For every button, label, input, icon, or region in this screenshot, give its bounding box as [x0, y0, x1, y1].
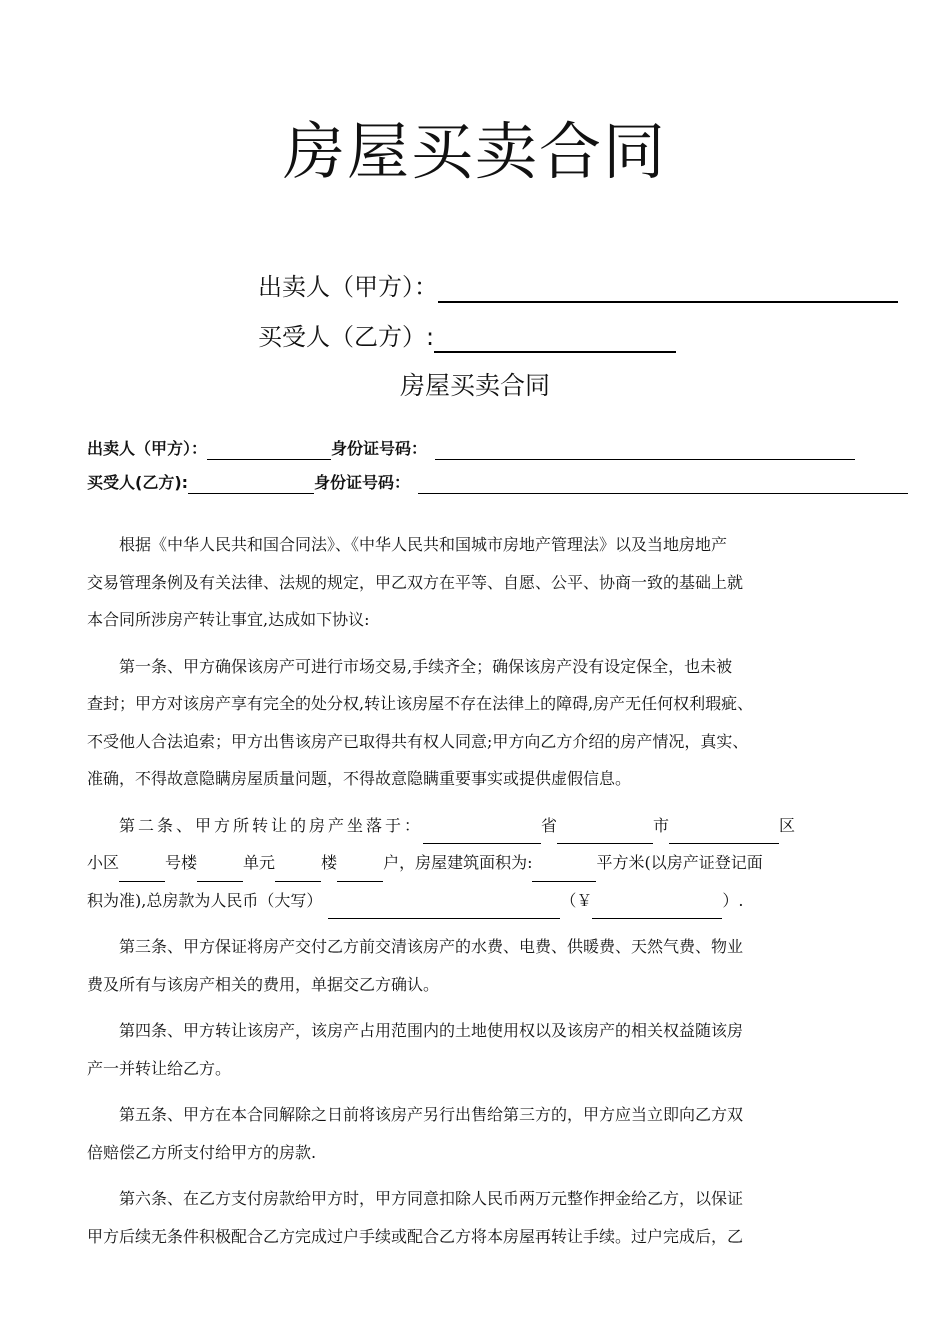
- blank-building[interactable]: [119, 865, 165, 882]
- buyer-id-label: 身份证号码：: [314, 473, 411, 492]
- text-line: 费及所有与该房产相关的费用，单据交乙方确认。: [87, 974, 440, 994]
- text-line: 根据《中华人民共和国合同法》、《中华人民共和国城市房地产管理法》以及当地房地产: [119, 535, 728, 554]
- blank-price-number[interactable]: [592, 902, 722, 919]
- seller-line-big: [258, 271, 898, 303]
- blank-floor[interactable]: [275, 865, 321, 882]
- text-line: 甲方后续无条件积极配合乙方完成过户手续或配合乙方将本房屋再转让手续。过户完成后，乙: [87, 1226, 744, 1246]
- article2-prefix: 第二条、甲方所转让的房产坐落于：: [119, 815, 424, 835]
- sub-title: 房屋买卖合同: [399, 371, 550, 400]
- blank-unit[interactable]: [197, 865, 243, 882]
- blank-district[interactable]: [669, 827, 779, 844]
- text-line: 产一并转让给乙方。: [87, 1058, 232, 1078]
- seller-id-label: 身份证号码：: [331, 439, 428, 458]
- text-line: 第一条、甲方确保该房产可进行市场交易,手续齐全；确保该房产没有设定保全，也未被: [119, 656, 733, 676]
- text-line: 不受他人合法追索；甲方出售该房产已取得共有权人同意;甲方向乙方介绍的房产情况，真实、: [87, 731, 749, 751]
- intro-paragraph: [87, 526, 875, 639]
- seller-line-small: [87, 438, 855, 460]
- article-1: [87, 648, 875, 798]
- article-4: [87, 1012, 875, 1087]
- article-6: [87, 1180, 875, 1255]
- text-line: 第四条、甲方转让该房产，该房产占用范围内的土地使用权以及该房产的相关权益随该房: [119, 1021, 744, 1040]
- seller-blank-big[interactable]: [438, 277, 898, 303]
- text-line: 第五条、甲方在本合同解除之日前将该房产另行出售给第三方的，甲方应当立即向乙方双: [119, 1105, 744, 1124]
- text-line: 第六条、在乙方支付房款给甲方时，甲方同意扣除人民币两万元整作押金给乙方，以保证: [119, 1189, 744, 1208]
- text-line: 准确，不得故意隐瞒房屋质量问题，不得故意隐瞒重要事实或提供虚假信息。: [87, 769, 632, 788]
- contract-body: [87, 526, 875, 1264]
- seller-name-blank[interactable]: [207, 443, 331, 460]
- article-5: [87, 1096, 875, 1171]
- blank-area[interactable]: [532, 865, 596, 882]
- seller-id-blank[interactable]: [435, 443, 855, 460]
- article-2: 第二条、甲方所转让的房产坐落于： 省 市 区 小区 号楼 单元 楼 户，房屋建筑面积为: 平方米(以房产证登记面 积为准),总房款为人民币（大写） （￥ ）.: [87, 807, 875, 920]
- buyer-line-small: [87, 472, 908, 494]
- blank-address[interactable]: [423, 827, 541, 844]
- seller-label-big: 出卖人（甲方）：: [258, 273, 438, 301]
- article-3: [87, 928, 875, 1003]
- buyer-blank-big[interactable]: [434, 327, 676, 353]
- text-line: 查封；甲方对该房产享有完全的处分权,转让该房屋不存在法律上的障碍,房产无任何权利瑕疵、: [87, 694, 754, 713]
- buyer-id-blank[interactable]: [418, 477, 908, 494]
- buyer-line-big: [258, 321, 676, 353]
- text-line: 第三条、甲方保证将房产交付乙方前交清该房产的水费、电费、供暖费、天然气费、物业: [119, 937, 744, 956]
- text-line: 交易管理条例及有关法律、法规的规定，甲乙双方在平等、自愿、公平、协商一致的基础上就: [87, 572, 744, 592]
- buyer-name-blank[interactable]: [188, 477, 314, 494]
- buyer-label-small: 买受人(乙方):: [87, 473, 189, 492]
- text-line: 本合同所涉房产转让事宜,达成如下协议:: [87, 610, 370, 629]
- main-title: 房屋买卖合同: [282, 115, 667, 188]
- blank-city[interactable]: [557, 827, 653, 844]
- buyer-label-big: 买受人（乙方）:: [258, 323, 435, 351]
- blank-room[interactable]: [337, 865, 383, 882]
- seller-label-small: 出卖人（甲方）：: [87, 439, 208, 458]
- blank-price-words[interactable]: [328, 902, 560, 919]
- text-line: 倍赔偿乙方所支付给甲方的房款.: [87, 1142, 317, 1162]
